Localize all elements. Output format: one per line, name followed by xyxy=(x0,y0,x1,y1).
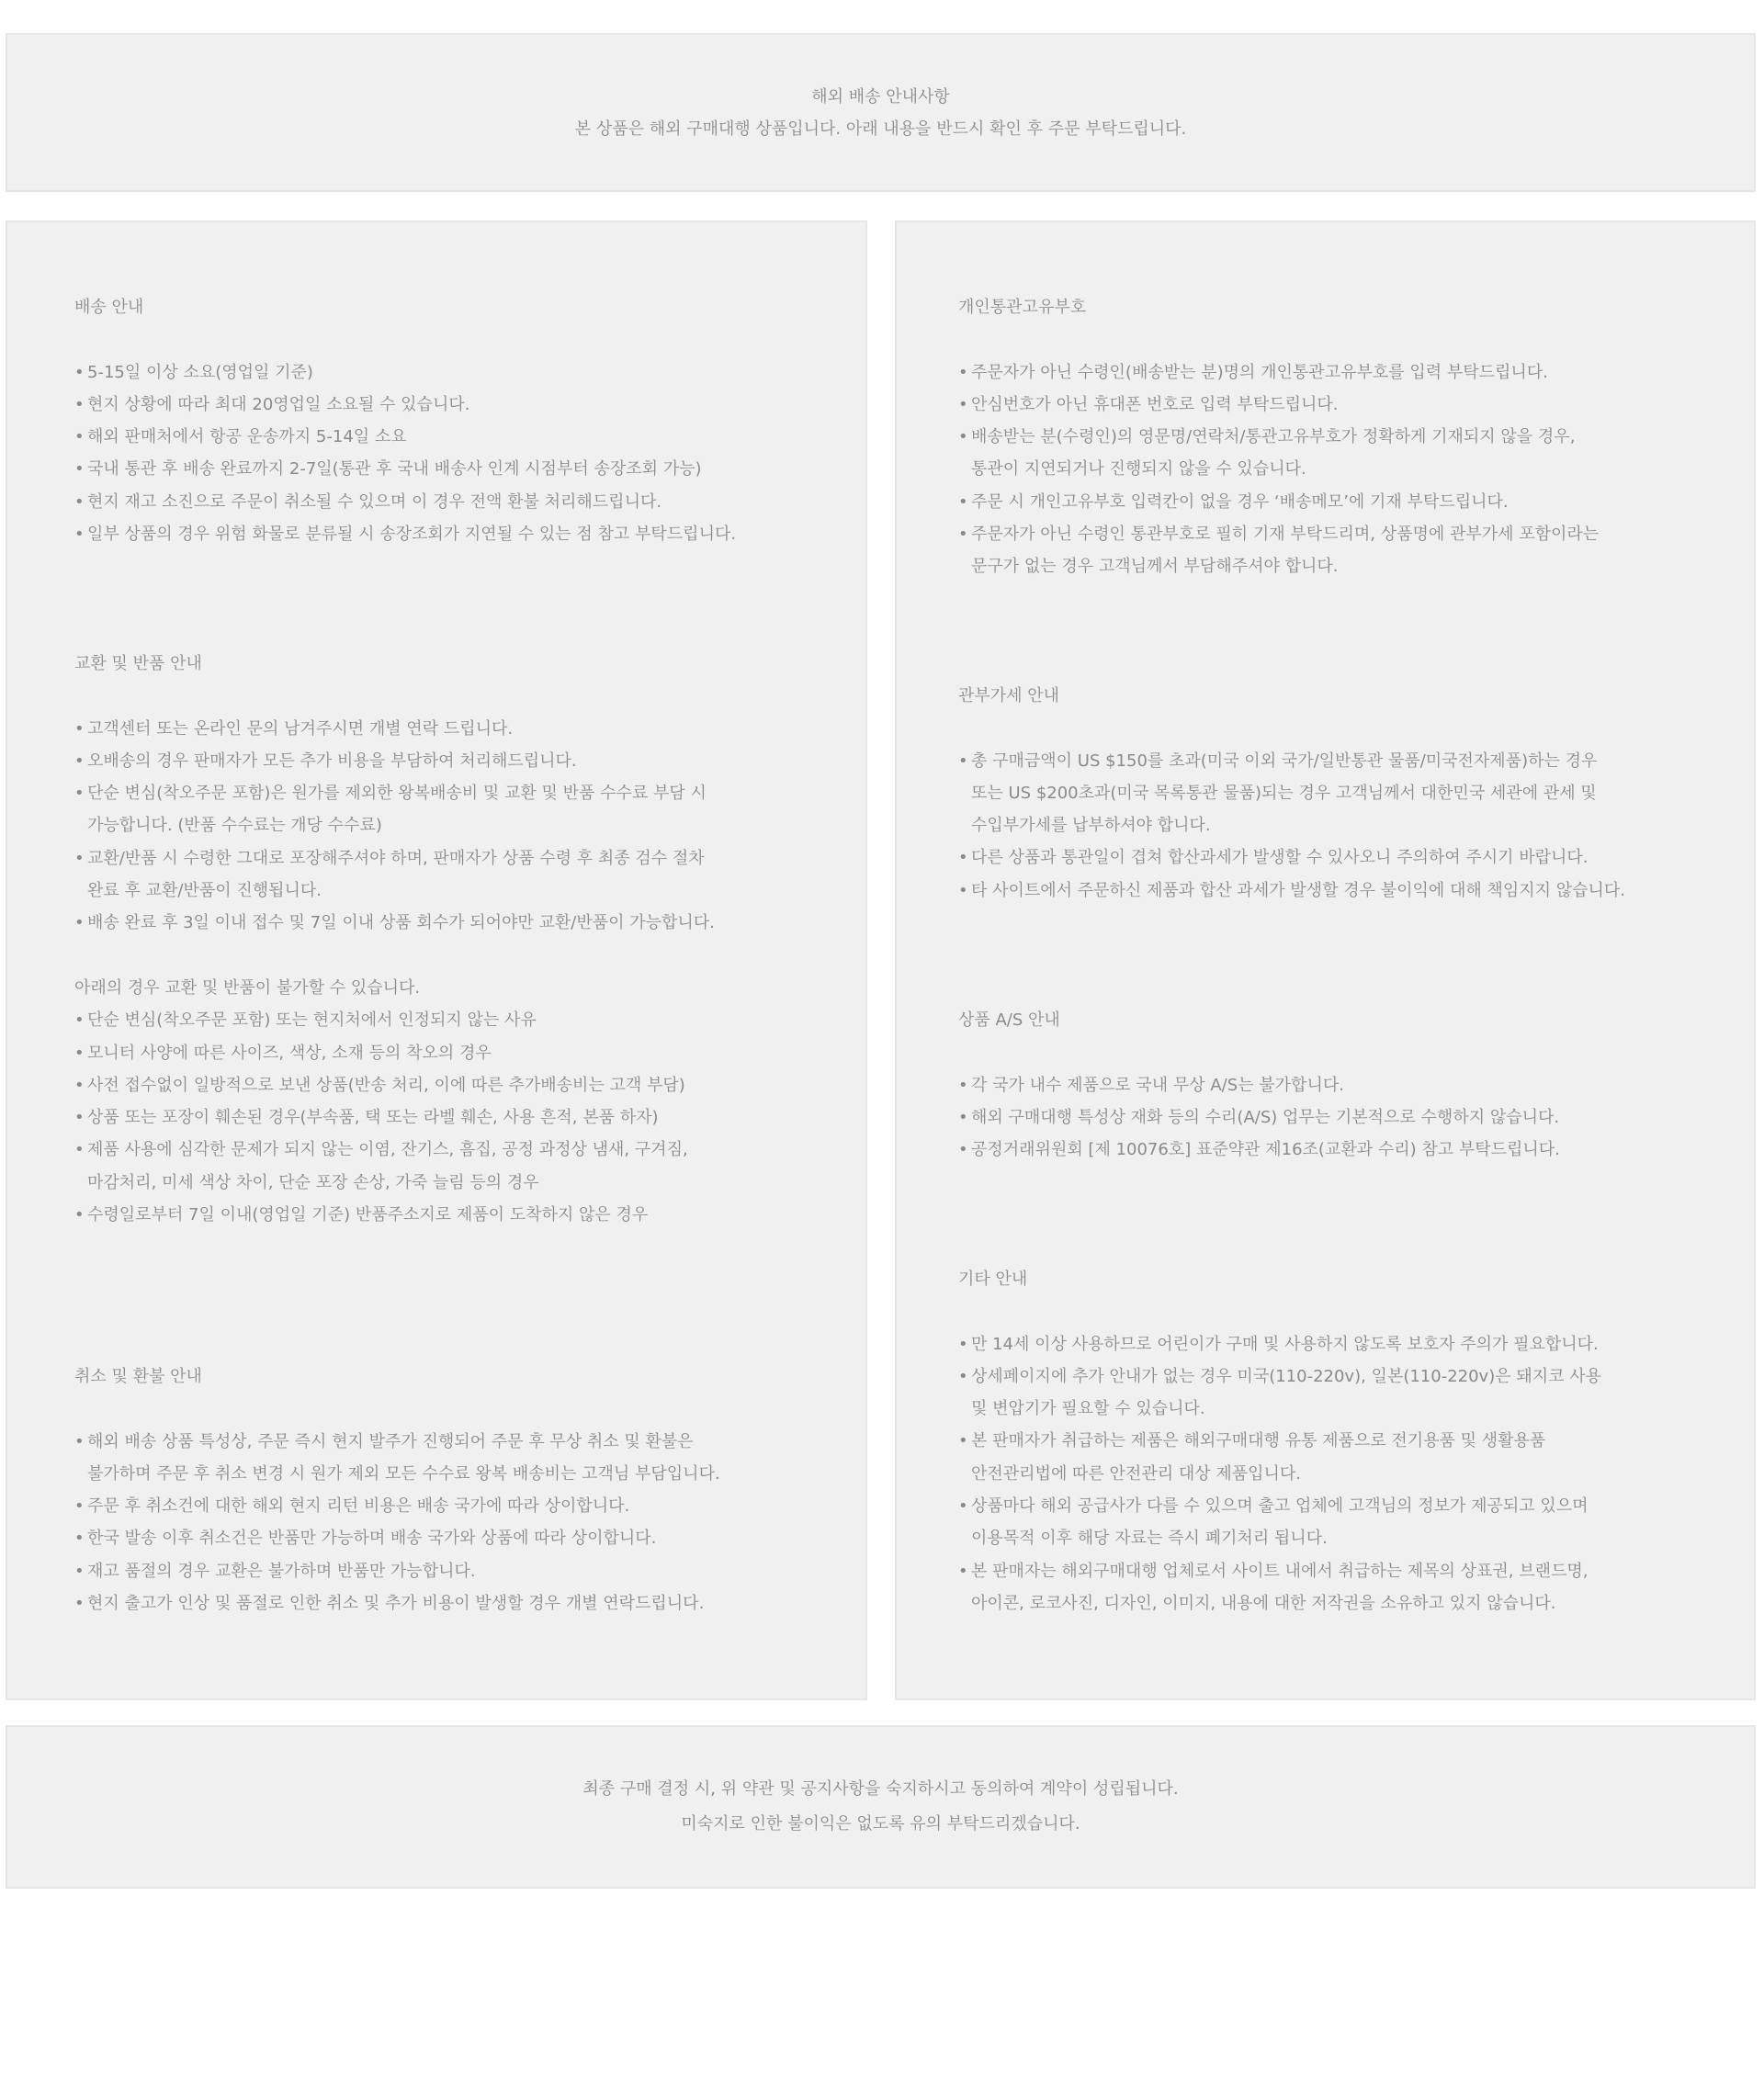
list-item: • 일부 상품의 경우 위험 화물로 분류될 시 송장조회가 지연될 수 있는 점 참고 부탁드립니다. xyxy=(74,518,736,550)
list-item: • 주문자가 아닌 수령인 통관부호로 필히 기재 부탁드리며, 상품명에 관부가세 포함이라는 xyxy=(958,518,1599,550)
list-item-continued: 문구가 없는 경우 고객님께서 부담해주셔야 합니다. xyxy=(971,557,1339,577)
list-item: • 재고 품절의 경우 교환은 불가하며 반품만 가능합니다. xyxy=(74,1555,720,1587)
list-item: • 각 국가 내수 제품으로 국내 무상 A/S는 불가합니다. xyxy=(958,1069,1560,1101)
exchange-return-section xyxy=(74,648,715,1231)
list-item: • 주문자가 아닌 수령인(배송받는 분)명의 개인통관고유부호를 입력 부탁드립니다. xyxy=(958,356,1599,389)
left-info-panel xyxy=(6,220,867,1700)
list-item: • 총 구매금액이 US $150를 초과(미국 이외 국가/일반통관 물품/미국전자제품)하는 경우 xyxy=(958,745,1625,777)
list-item-continued: 안전관리법에 따른 안전관리 대상 제품입니다. xyxy=(971,1463,1301,1484)
duty-tax-section xyxy=(958,680,1625,907)
final-notice-line: 미숙지로 인한 불이익은 없도록 유의 부탁드리겠습니다. xyxy=(681,1814,1080,1834)
list-item: • 주문 후 취소건에 대한 해외 현지 리턴 비용은 배송 국가에 따라 상이합니다. xyxy=(74,1490,720,1522)
section-title: 취소 및 환불 안내 xyxy=(74,1367,202,1386)
list-item: • 상세페이지에 추가 안내가 없는 경우 미국(110-220v), 일본(110-220v)은 돼지코 사용 xyxy=(958,1360,1601,1393)
list-item: • 본 판매자가 취급하는 제품은 해외구매대행 유통 제품으로 전기용품 및 생활용품 xyxy=(958,1425,1601,1457)
final-notice-line: 최종 구매 결정 시, 위 약관 및 공지사항을 숙지하시고 동의하여 계약이 성립됩니다. xyxy=(582,1779,1179,1799)
exclusion-heading: 아래의 경우 교환 및 반품이 불가할 수 있습니다. xyxy=(74,977,421,998)
notice-title: 해외 배송 안내사항 xyxy=(811,86,950,107)
list-item: • 현지 상황에 따라 최대 20영업일 소요될 수 있습니다. xyxy=(74,389,736,421)
list-item: • 사전 접수없이 일방적으로 보낸 상품(반송 처리, 이에 따른 추가배송비는 고객 부담) xyxy=(74,1069,715,1101)
right-info-panel xyxy=(895,220,1756,1700)
list-item: • 제품 사용에 심각한 문제가 되지 않는 이염, 잔기스, 흠집, 공정 과정상 냄새, 구겨짐, xyxy=(74,1134,715,1166)
list-item-continued: 수입부가세를 납부하셔야 합니다. xyxy=(971,816,1211,836)
product-as-section xyxy=(958,1004,1560,1166)
list-item: • 안심번호가 아닌 휴대폰 번호로 입력 부탁드립니다. xyxy=(958,389,1599,421)
list-item: • 공정거래위원회 [제 10076호] 표준약관 제16조(교환과 수리) 참고 부탁드립니다. xyxy=(958,1134,1560,1166)
list-item: • 한국 발송 이후 취소건은 반품만 가능하며 배송 국가와 상품에 따라 상이합니다. xyxy=(74,1522,720,1554)
list-item: • 모니터 사양에 따른 사이즈, 색상, 소재 등의 착오의 경우 xyxy=(74,1037,715,1069)
shipping-info-section xyxy=(74,291,736,550)
list-item-continued: 또는 US $200초과(미국 목록통관 물품)되는 경우 고객님께서 대한민국 세관에 관세 및 xyxy=(971,783,1597,803)
list-item: • 해외 구매대행 특성상 재화 등의 수리(A/S) 업무는 기본적으로 수행하지 않습니다. xyxy=(958,1101,1560,1134)
notice-text: 본 상품은 해외 구매대행 상품입니다. 아래 내용을 반드시 확인 후 주문 부탁드립니다. xyxy=(574,119,1187,139)
list-item: • 5-15일 이상 소요(영업일 기준) xyxy=(74,356,736,389)
list-item: • 주문 시 개인고유부호 입력칸이 없을 경우 ‘배송메모’에 기재 부탁드립니다. xyxy=(958,486,1599,518)
list-item-continued: 아이콘, 로코사진, 디자인, 이미지, 내용에 대한 저작권을 소유하고 있지 않습니다. xyxy=(971,1593,1556,1613)
cancel-refund-section xyxy=(74,1360,720,1620)
list-item-continued: 및 변압기가 필요할 수 있습니다. xyxy=(971,1399,1205,1419)
list-item: • 교환/반품 시 수령한 그대로 포장해주셔야 하며, 판매자가 상품 수령 후 최종 검수 절차 xyxy=(74,842,715,875)
list-item: • 고객센터 또는 온라인 문의 남겨주시면 개별 연락 드립니다. xyxy=(74,713,715,745)
list-item: • 수령일로부터 7일 이내(영업일 기준) 반품주소지로 제품이 도착하지 않은 경우 xyxy=(74,1199,715,1231)
list-item-continued: 이용목적 이후 해당 자료는 즉시 폐기처리 됩니다. xyxy=(971,1529,1328,1549)
list-item-continued: 불가하며 주문 후 취소 변경 시 원가 제외 모든 수수료 왕복 배송비는 고객님 부담입니다. xyxy=(87,1463,720,1484)
list-item: • 오배송의 경우 판매자가 모든 추가 비용을 부담하여 처리해드립니다. xyxy=(74,745,715,777)
section-title: 개인통관고유부호 xyxy=(958,298,1087,317)
section-title: 배송 안내 xyxy=(74,298,144,317)
list-item: • 현지 재고 소진으로 주문이 취소될 수 있으며 이 경우 전액 환불 처리해드립니다. xyxy=(74,486,736,518)
list-item: • 해외 판매처에서 항공 운송까지 5-14일 소요 xyxy=(74,421,736,453)
list-item: • 배송 완료 후 3일 이내 접수 및 7일 이내 상품 회수가 되어야만 교환/반품이 가능합니다. xyxy=(74,907,715,939)
list-item: • 단순 변심(착오주문 포함)은 원가를 제외한 왕복배송비 및 교환 및 반품 수수료 부담 시 xyxy=(74,777,715,809)
list-item: • 다른 상품과 통관일이 겹쳐 합산과세가 발생할 수 있사오니 주의하여 주시기 바랍니다. xyxy=(958,841,1625,874)
section-title: 관부가세 안내 xyxy=(958,686,1060,705)
list-item: • 배송받는 분(수령인)의 영문명/연락처/통관고유부호가 정확하게 기재되지 않을 경우, xyxy=(958,421,1599,453)
section-title: 교환 및 반품 안내 xyxy=(74,654,202,673)
other-info-section xyxy=(958,1263,1601,1620)
overseas-shipping-notice xyxy=(6,33,1756,192)
list-item: • 상품 또는 포장이 훼손된 경우(부속품, 택 또는 라벨 훼손, 사용 흔적, 본품 하자) xyxy=(74,1101,715,1134)
list-item: • 상품마다 해외 공급사가 다를 수 있으며 출고 업체에 고객님의 정보가 제공되고 있으며 xyxy=(958,1490,1601,1522)
list-item-continued: 통관이 지연되거나 진행되지 않을 수 있습니다. xyxy=(971,459,1306,480)
customs-code-section xyxy=(958,291,1599,583)
list-item-continued: 완료 후 교환/반품이 진행됩니다. xyxy=(87,881,322,901)
list-item: • 만 14세 이상 사용하므로 어린이가 구매 및 사용하지 않도록 보호자 주의가 필요합니다. xyxy=(958,1328,1601,1360)
list-item: • 단순 변심(착오주문 포함) 또는 현지처에서 인정되지 않는 사유 xyxy=(74,1004,715,1036)
list-item: • 타 사이트에서 주문하신 제품과 합산 과세가 발생할 경우 불이익에 대해 책임지지 않습니다. xyxy=(958,875,1625,907)
section-title: 기타 안내 xyxy=(958,1270,1028,1289)
list-item-continued: 가능합니다. (반품 수수료는 개당 수수료) xyxy=(87,816,382,836)
list-item: • 국내 통관 후 배송 완료까지 2-7일(통관 후 국내 배송사 인계 시점부터 송장조회 가능) xyxy=(74,453,736,485)
list-item-continued: 마감처리, 미세 색상 차이, 단순 포장 손상, 가죽 늘림 등의 경우 xyxy=(87,1172,539,1192)
list-item: • 현지 출고가 인상 및 품절로 인한 취소 및 추가 비용이 발생할 경우 개별 연락드립니다. xyxy=(74,1587,720,1620)
list-item: • 본 판매자는 해외구매대행 업체로서 사이트 내에서 취급하는 제목의 상표권, 브랜드명, xyxy=(958,1555,1601,1587)
list-item: • 해외 배송 상품 특성상, 주문 즉시 현지 발주가 진행되어 주문 후 무상 취소 및 환불은 xyxy=(74,1426,720,1458)
section-title: 상품 A/S 안내 xyxy=(958,1010,1060,1030)
final-agreement-notice xyxy=(6,1725,1756,1889)
